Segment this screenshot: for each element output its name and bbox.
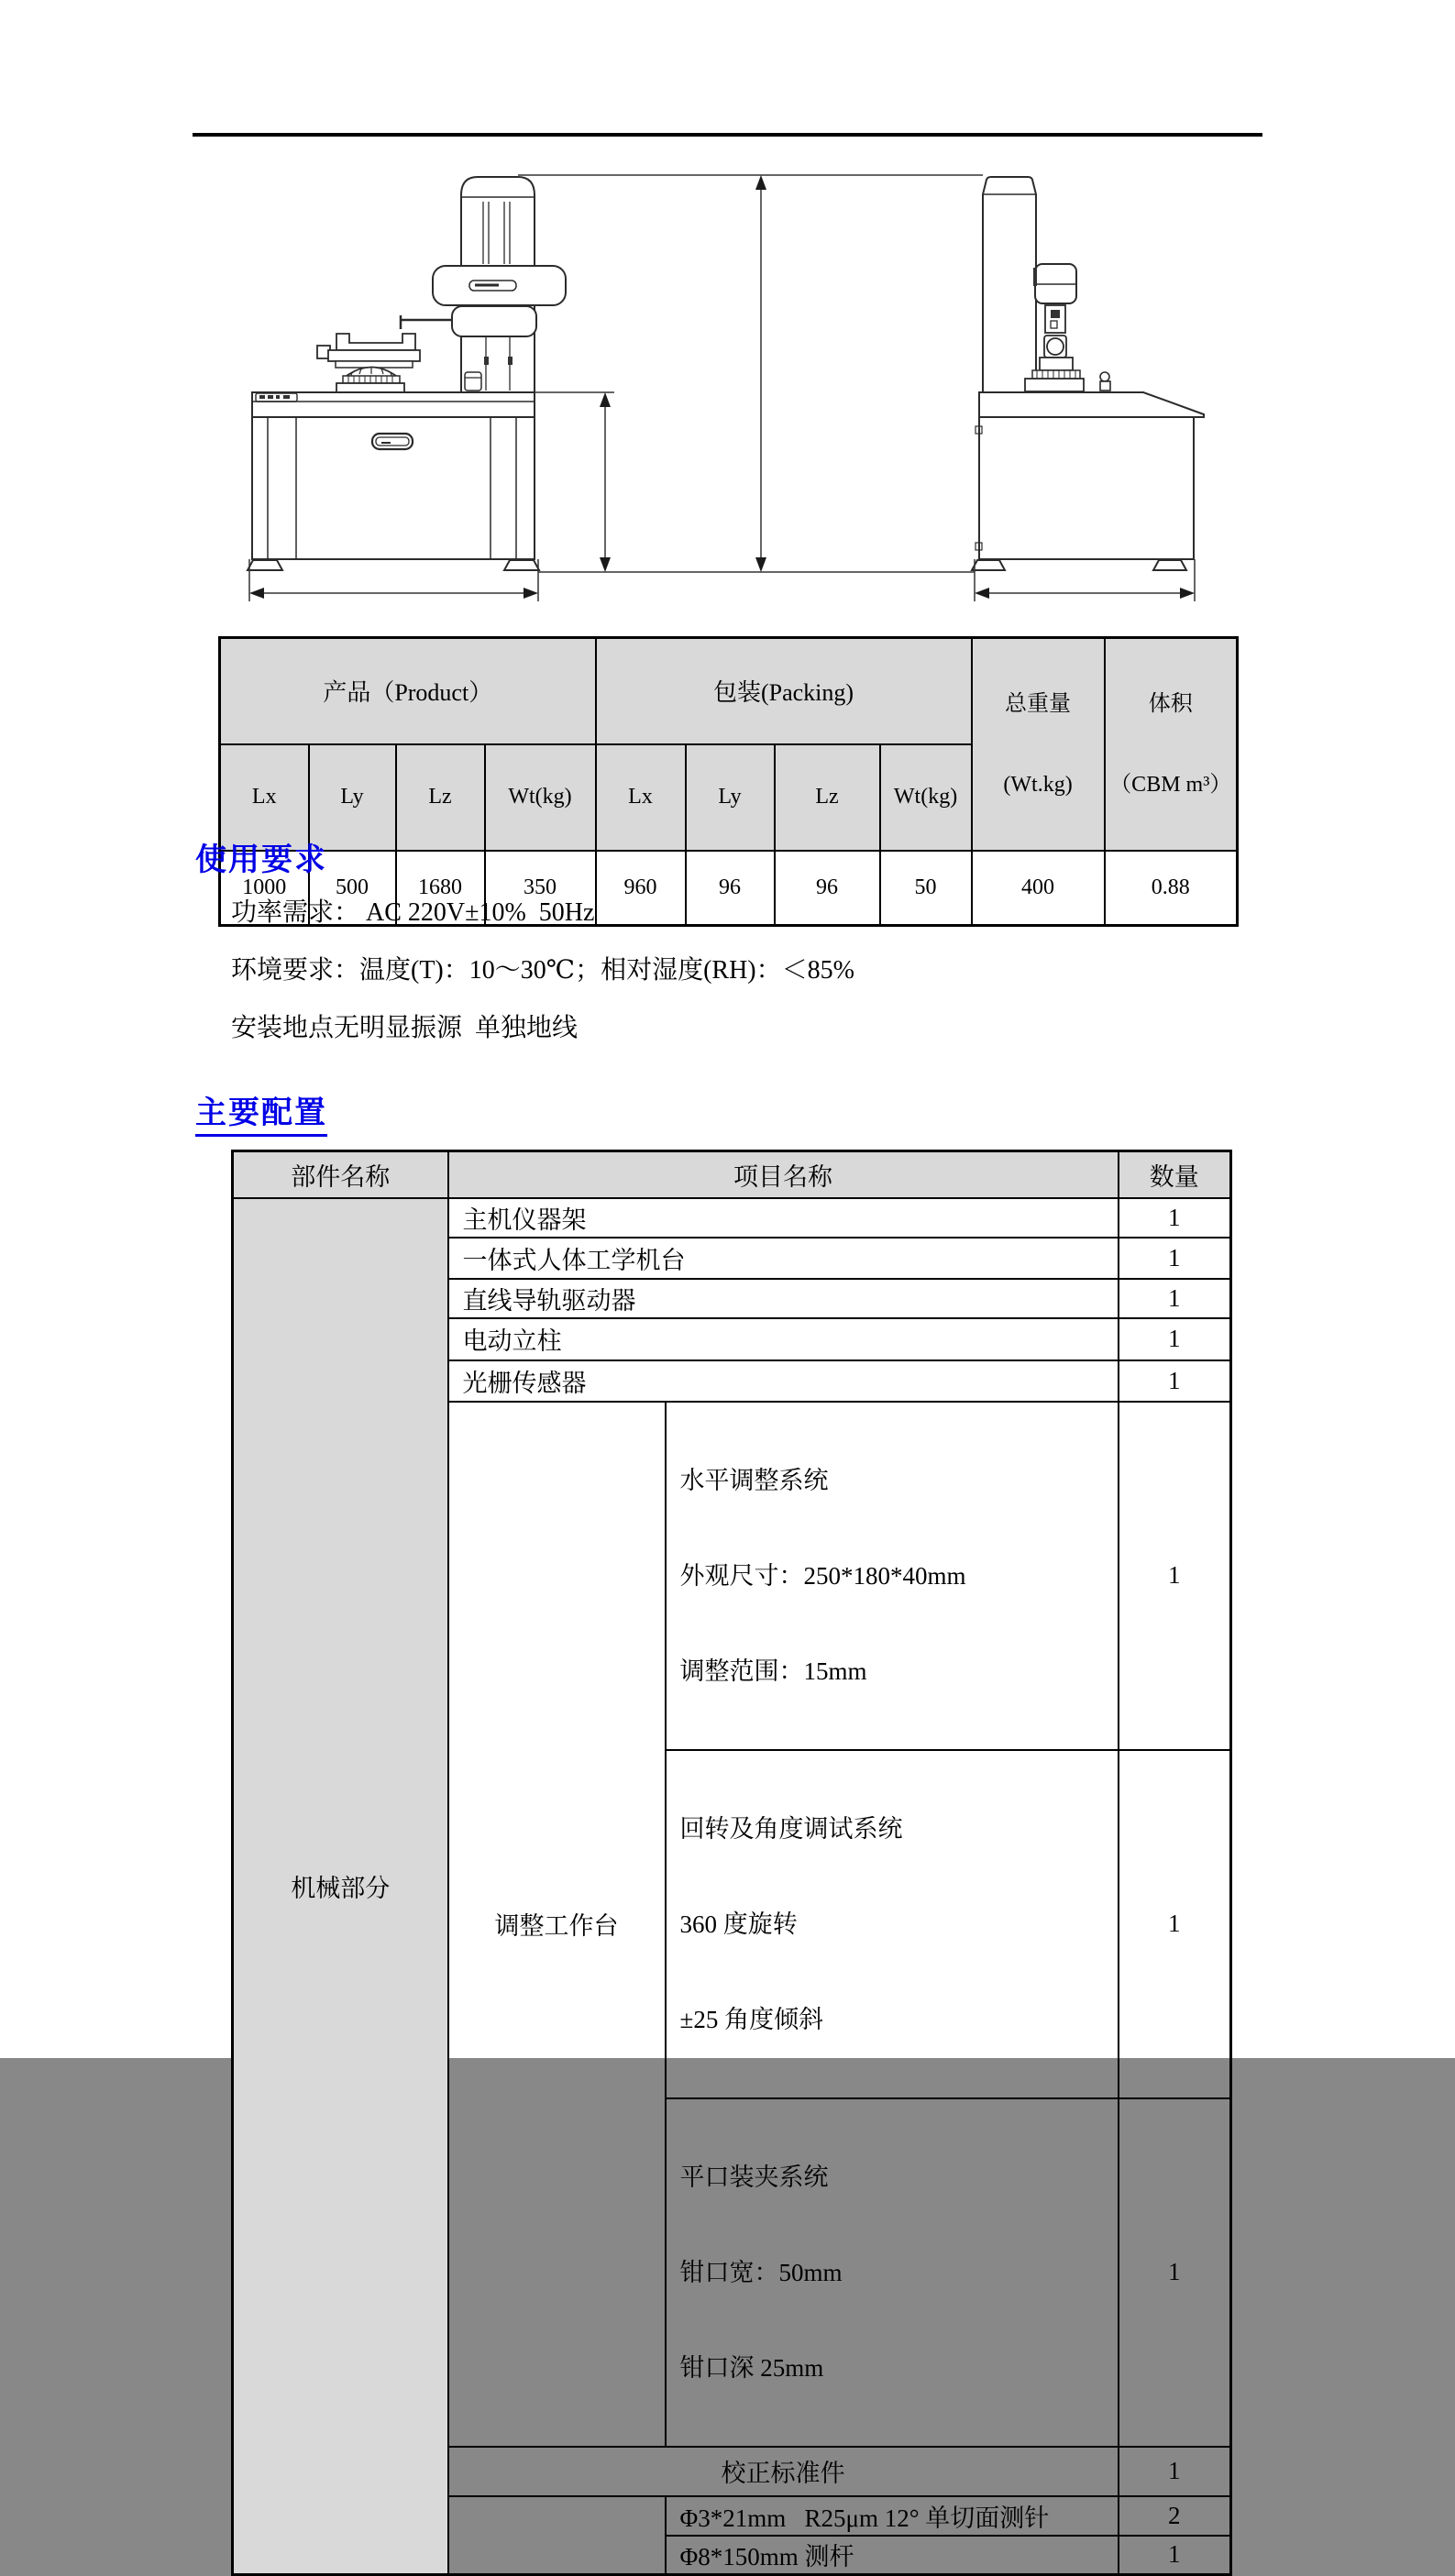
value-cell: 1000 [220,851,309,925]
config-row-qty: 1 [1119,1402,1231,1750]
config-row-qty: 1 [1119,1279,1231,1318]
value-cell: 1680 [396,851,485,925]
config-row-item: 直线导轨驱动器 [448,1279,1119,1318]
config-row-qty: 1 [1119,1360,1231,1402]
workbench-detail-cell: 平口装夹系统 钳口宽：50mm 钳口深 25mm [666,2098,1119,2447]
config-row-item: 光栅传感器 [448,1360,1119,1402]
workbench-detail-cell: 回转及角度调试系统 360 度旋转 ±25 角度倾斜 [666,1750,1119,2098]
value-cell: 960 [596,851,686,925]
config-row-qty: 1 [1119,1318,1231,1360]
accessory-row-item: Φ8*150mm 测杆 [666,2536,1119,2575]
configuration-table [231,1150,1232,2576]
value-cell: 50 [880,851,972,925]
product-packing-table [218,636,1239,927]
value-cell: 96 [686,851,775,925]
config-col-header-part: 部件名称 [233,1151,448,1198]
usage-line-power: 功率需求： AC 220V±10% 50Hz [231,898,595,927]
col-header: Wt(kg) [485,744,596,851]
usage-line-installation: 安装地点无明显振源 单独地线 [231,1014,579,1042]
config-row-qty: 1 [1119,2536,1231,2575]
value-cell: 400 [972,851,1105,925]
col-header: Ly [309,744,396,851]
workbench-label-cell: 调整工作台 [448,1402,666,2447]
category-cell: 机械部分 [233,1198,448,2575]
col-header: Lz [775,744,880,851]
config-row-qty: 2 [1119,2496,1231,2536]
config-row-qty: 1 [1119,1750,1231,2098]
config-row-qty: 1 [1119,2098,1231,2447]
accessory-row-item: Φ3*21mm R25μm 12° 单切面测针 [666,2496,1119,2536]
machine-technical-drawing [0,0,1455,642]
col-header: Wt(kg) [880,744,972,851]
usage-line-environment: 环境要求：温度(T)：10～30℃；相对湿度(RH)：＜85% [231,956,854,985]
value-cell: 350 [485,851,596,925]
empty-spacer-cell [448,2496,666,2575]
config-section-heading: 主要配置 [195,1096,327,1137]
config-row-qty: 1 [1119,1198,1231,1238]
config-row-qty: 1 [1119,1238,1231,1279]
calibration-row-item: 校正标准件 [448,2447,1119,2496]
product-group-header: 产品（Product） [220,638,596,744]
value-cell: 500 [309,851,396,925]
config-col-header-item: 项目名称 [448,1151,1119,1198]
col-header: Lz [396,744,485,851]
config-row-item: 主机仪器架 [448,1198,1119,1238]
col-header: Lx [220,744,309,851]
config-row-qty: 1 [1119,2447,1231,2496]
config-col-header-qty: 数量 [1119,1151,1231,1198]
config-row-item: 一体式人体工学机台 [448,1238,1119,1279]
config-row-item: 电动立柱 [448,1318,1119,1360]
value-cell: 0.88 [1105,851,1238,925]
usage-section-heading: 使用要求 [195,843,327,877]
col-header: Ly [686,744,775,851]
col-header: Lx [596,744,686,851]
total-weight-header: 总重量 (Wt.kg) [972,638,1105,852]
value-cell: 96 [775,851,880,925]
workbench-detail-cell: 水平调整系统 外观尺寸：250*180*40mm 调整范围：15mm [666,1402,1119,1750]
packing-group-header: 包装(Packing) [596,638,972,744]
volume-header: 体积 （CBM m³） [1105,638,1238,852]
